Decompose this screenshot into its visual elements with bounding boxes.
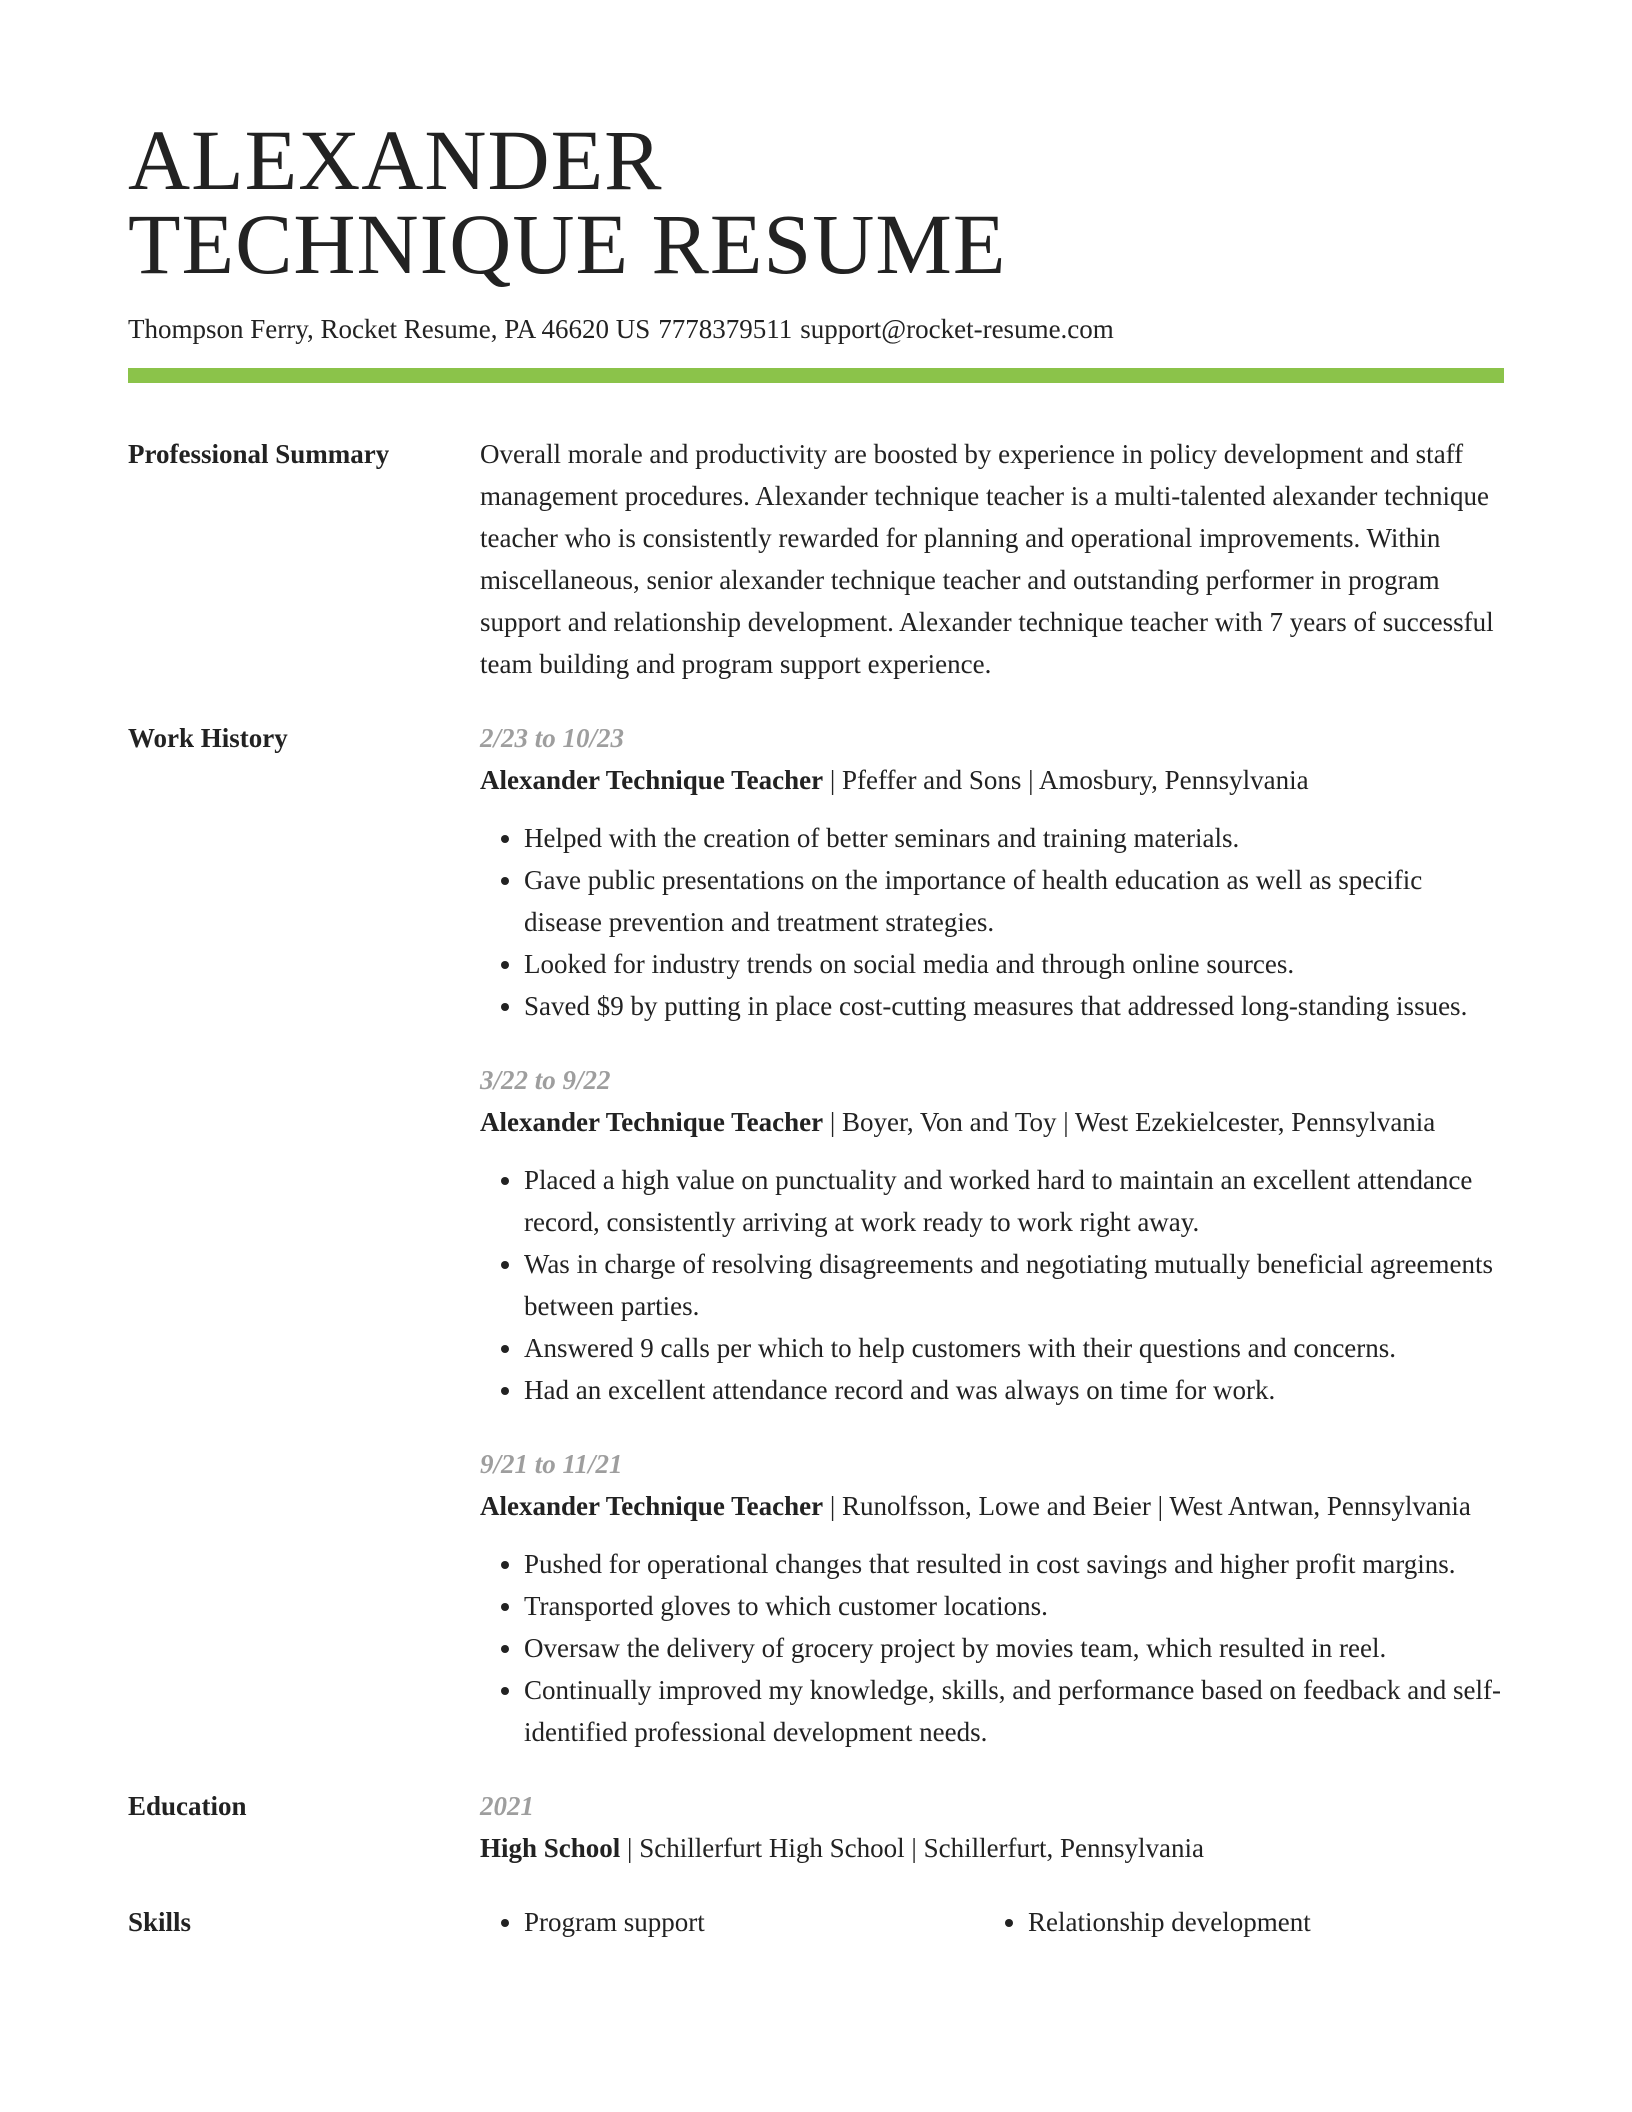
contact-email: support@rocket-resume.com bbox=[800, 314, 1114, 344]
job-entry bbox=[480, 717, 1504, 1027]
job-role: Alexander Technique Teacher bbox=[480, 1491, 824, 1521]
job-dates: 9/21 to 11/21 bbox=[480, 1449, 623, 1479]
education-year: 2021 bbox=[480, 1791, 534, 1821]
education-title-line bbox=[480, 1827, 1504, 1869]
work-history-heading: Work History bbox=[128, 723, 288, 753]
job-bullet: • Oversaw the delivery of grocery project by movies team, which resulted in reel. bbox=[524, 1627, 1504, 1669]
work-history-section bbox=[128, 717, 1504, 1753]
job-bullets bbox=[480, 817, 1504, 1027]
education-degree: High School bbox=[480, 1833, 621, 1863]
name-line-2: TECHNIQUE RESUME bbox=[128, 196, 1007, 292]
contact-phone: 7778379511 bbox=[658, 314, 793, 344]
job-role: Alexander Technique Teacher bbox=[480, 1107, 824, 1137]
job-entry bbox=[480, 1443, 1504, 1753]
accent-divider bbox=[128, 368, 1504, 383]
job-bullet: • Helped with the creation of better seminars and training materials. bbox=[524, 817, 1504, 859]
job-bullet: • Pushed for operational changes that resulted in cost savings and higher profit margins. bbox=[524, 1543, 1504, 1585]
job-bullet: • Transported gloves to which customer locations. bbox=[524, 1585, 1504, 1627]
job-bullet: • Looked for industry trends on social media and through online sources. bbox=[524, 943, 1504, 985]
name-line-1: ALEXANDER bbox=[128, 112, 663, 208]
job-bullet: • Continually improved my knowledge, skills, and performance based on feedback and self-identified professional development needs. bbox=[524, 1669, 1504, 1753]
skills-section bbox=[128, 1901, 1504, 1943]
skills-heading: Skills bbox=[128, 1907, 192, 1937]
job-bullet: • Had an excellent attendance record and was always on time for work. bbox=[524, 1369, 1504, 1411]
resume-name bbox=[128, 112, 1504, 292]
job-bullets bbox=[480, 1159, 1504, 1411]
skill-item: • Program support bbox=[524, 1901, 1028, 1943]
skills-list bbox=[480, 1901, 1504, 1943]
job-details: | Boyer, Von and Toy | West Ezekielcester, Pennsylvania bbox=[823, 1107, 1436, 1137]
job-dates: 3/22 to 9/22 bbox=[480, 1065, 611, 1095]
job-bullet: • Answered 9 calls per which to help customers with their questions and concerns. bbox=[524, 1327, 1504, 1369]
job-bullet: • Saved $9 by putting in place cost-cutting measures that addressed long-standing issues. bbox=[524, 985, 1504, 1027]
job-bullet: • Gave public presentations on the importance of health education as well as specific disease prevention and treatment strategies. bbox=[524, 859, 1504, 943]
summary-text: Overall morale and productivity are boosted by experience in policy development and staff management procedures. Alexander technique teacher is a multi-talented alexander technique teacher who is consistently rewarded for planning and operational improvements. Within miscellaneous, senior alexander technique teacher and outstanding performer in program support and relationship development. Alexander technique teacher with 7 years of successful team building and program support experience. bbox=[480, 439, 1494, 679]
job-entry bbox=[480, 1059, 1504, 1411]
job-dates: 2/23 to 10/23 bbox=[480, 723, 625, 753]
job-details: | Pfeffer and Sons | Amosbury, Pennsylvania bbox=[823, 765, 1309, 795]
job-details: | Runolfsson, Lowe and Beier | West Antwan, Pennsylvania bbox=[823, 1491, 1471, 1521]
education-heading: Education bbox=[128, 1791, 247, 1821]
job-title-line bbox=[480, 1485, 1504, 1527]
job-bullets bbox=[480, 1543, 1504, 1753]
contact-address: Thompson Ferry, Rocket Resume, PA 46620 US bbox=[128, 314, 651, 344]
job-role: Alexander Technique Teacher bbox=[480, 765, 824, 795]
job-title-line bbox=[480, 759, 1504, 801]
education-section bbox=[128, 1785, 1504, 1869]
job-title-line bbox=[480, 1101, 1504, 1143]
summary-heading: Professional Summary bbox=[128, 439, 390, 469]
education-details: | Schillerfurt High School | Schillerfurt, Pennsylvania bbox=[620, 1833, 1205, 1863]
summary-section bbox=[128, 433, 1504, 685]
job-bullet: • Was in charge of resolving disagreements and negotiating mutually beneficial agreements between parties. bbox=[524, 1243, 1504, 1327]
skill-item: • Relationship development bbox=[1028, 1901, 1488, 1943]
contact-line bbox=[128, 312, 1504, 346]
job-bullet: • Placed a high value on punctuality and worked hard to maintain an excellent attendance record, consistently arriving at work ready to work right away. bbox=[524, 1159, 1504, 1243]
